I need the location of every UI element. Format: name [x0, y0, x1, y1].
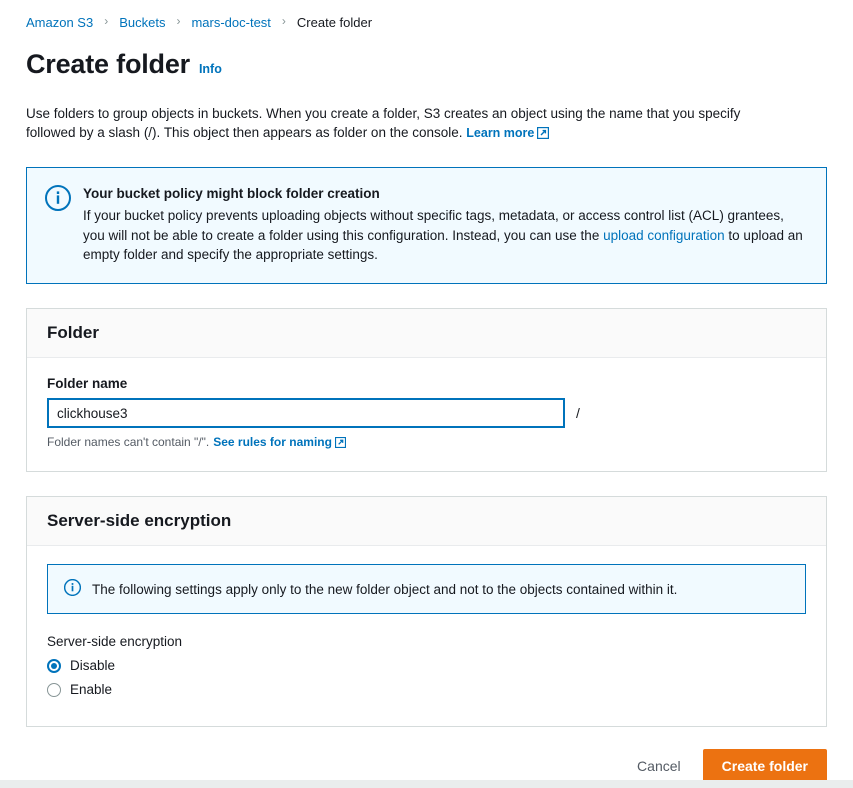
folder-card-body: [27, 358, 826, 471]
learn-more-label: Learn more: [466, 126, 535, 141]
folder-name-suffix: /: [576, 405, 580, 422]
alert-message-part1: If your bucket policy prevents uploading objects without specific tags, metadata, or access control list (ACL) grantees, you will not be able to create a folder using this configuration. Instead, you can use the: [83, 207, 784, 243]
naming-rules-label: See rules for naming: [213, 435, 332, 450]
radio-enable-indicator[interactable]: [47, 683, 61, 697]
breadcrumb-separator-icon: ›: [104, 14, 109, 28]
radio-option-enable[interactable]: [47, 682, 806, 697]
radio-enable-label: Enable: [70, 682, 113, 698]
bottom-bar: [0, 780, 853, 788]
alert-message-part2: to upload an empty folder and specify the appropriate settings.: [83, 227, 803, 263]
cancel-button[interactable]: Cancel: [633, 752, 685, 780]
breadcrumb-item-current: Create folder: [296, 14, 373, 30]
page-title: Create folder: [26, 49, 190, 79]
upload-configuration-link[interactable]: upload configuration: [603, 227, 725, 243]
encryption-radio-group: [47, 634, 806, 697]
folder-card: [26, 308, 827, 472]
server-side-encryption-card: [26, 496, 827, 727]
breadcrumb-separator-icon: ›: [176, 14, 181, 28]
external-link-icon: [537, 126, 549, 144]
info-circle-icon: [64, 579, 81, 599]
info-circle-icon: [45, 185, 71, 266]
folder-name-input[interactable]: [47, 398, 565, 428]
external-link-icon: [335, 437, 346, 451]
folder-name-help: [47, 435, 806, 451]
info-link[interactable]: Info: [198, 62, 222, 76]
breadcrumb-item-buckets[interactable]: Buckets: [119, 14, 166, 30]
page-header: [0, 34, 853, 80]
radio-option-disable[interactable]: [47, 658, 806, 673]
folder-card-title: Folder: [47, 323, 99, 343]
radio-disable-label: Disable: [70, 658, 116, 674]
create-folder-button[interactable]: Create folder: [703, 749, 827, 783]
breadcrumb: [0, 0, 853, 34]
breadcrumb-item-bucket-name[interactable]: mars-doc-test: [191, 14, 271, 30]
folder-card-header: [27, 309, 826, 358]
alert-body: [83, 184, 808, 266]
encryption-card-header: [27, 497, 826, 546]
encryption-card-body: [27, 546, 826, 726]
folder-name-help-text: Folder names can't contain "/".: [47, 435, 210, 450]
naming-rules-link[interactable]: [213, 435, 346, 449]
folder-name-row: [47, 398, 806, 428]
encryption-card-title: Server-side encryption: [47, 511, 232, 531]
radio-disable-indicator[interactable]: [47, 659, 61, 673]
encryption-info-box: [47, 564, 806, 614]
breadcrumb-item-amazon-s3[interactable]: Amazon S3: [26, 14, 94, 30]
page-description-text: Use folders to group objects in buckets. When you create a folder, S3 creates an object using the name that you specify followed by a slash (/). This object then appears as folder on the console.: [26, 105, 741, 141]
bucket-policy-alert: [26, 167, 827, 285]
folder-name-label: Folder name: [47, 376, 128, 392]
alert-message: [83, 206, 808, 266]
encryption-radio-group-label: Server-side encryption: [47, 634, 183, 650]
alert-title: Your bucket policy might block folder creation: [83, 185, 380, 201]
page-description: [0, 94, 800, 145]
breadcrumb-separator-icon: ›: [281, 14, 286, 28]
encryption-info-text: The following settings apply only to the new folder object and not to the objects contained within it.: [92, 581, 678, 597]
learn-more-link[interactable]: [466, 126, 549, 140]
